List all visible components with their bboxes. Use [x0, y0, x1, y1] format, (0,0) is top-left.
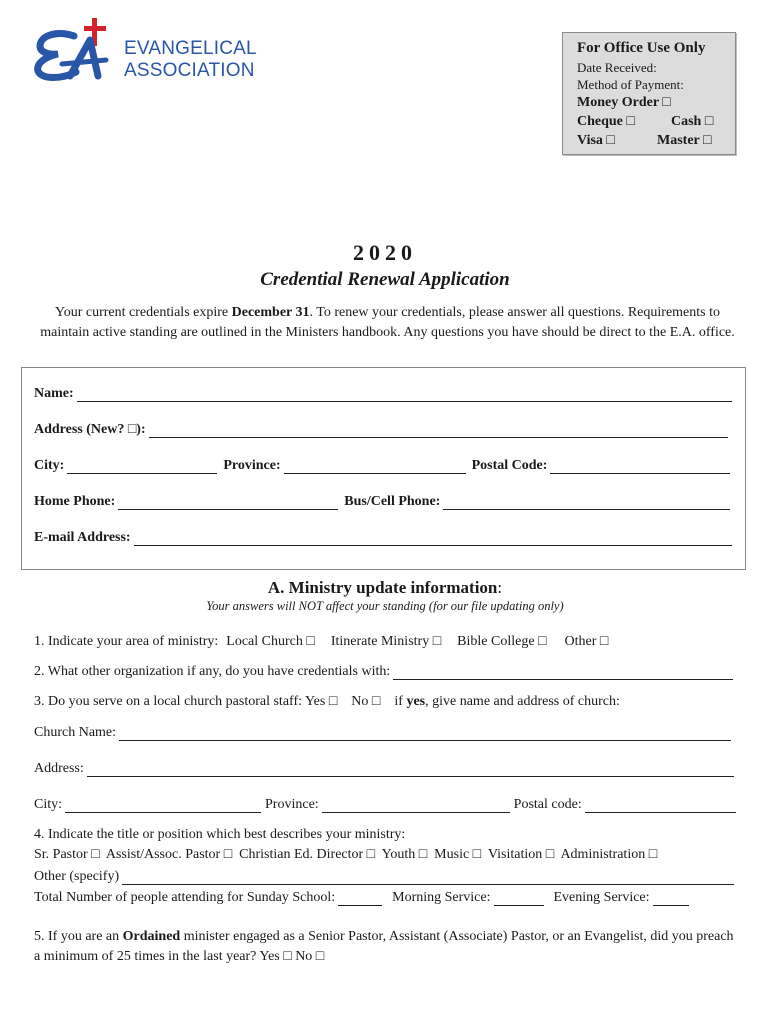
bible-college-checkbox[interactable]: Bible College □: [457, 634, 547, 649]
local-church-checkbox[interactable]: Local Church □: [226, 634, 315, 649]
q5-ordained: Ordained: [122, 929, 181, 944]
church-postal-field[interactable]: [585, 797, 736, 813]
q3-no-checkbox[interactable]: No □: [351, 694, 381, 709]
evening-service-field[interactable]: [653, 890, 689, 906]
sunday-school-field[interactable]: [338, 890, 382, 906]
payment-method-label: Method of Payment:: [577, 77, 684, 92]
q2-label: 2. What other organization if any, do you have credentials with:: [34, 664, 391, 679]
city-label: City:: [34, 458, 65, 473]
email-label: E-mail Address:: [34, 530, 131, 545]
morning-service-field[interactable]: [494, 890, 544, 906]
office-title: For Office Use Only: [577, 40, 706, 56]
address-field[interactable]: [149, 422, 728, 438]
form-year: 2020: [353, 240, 417, 265]
church-name-row: [34, 725, 731, 741]
church-province-label: Province:: [265, 797, 319, 812]
q5-paragraph: [34, 927, 739, 967]
church-address-row: [34, 761, 734, 777]
other-credentials-field[interactable]: [393, 664, 733, 680]
church-name-field[interactable]: [119, 725, 731, 741]
section-a-colon: :: [497, 578, 503, 597]
church-address-field[interactable]: [87, 761, 734, 777]
contact-info-box: [21, 367, 746, 570]
visa-checkbox[interactable]: Visa □: [577, 133, 615, 148]
section-a-title: [0, 578, 770, 598]
cheque-checkbox[interactable]: Cheque □: [577, 114, 635, 129]
itinerate-ministry-checkbox[interactable]: Itinerate Ministry □: [330, 634, 442, 649]
intro-text-end: . To renew your credentials, please answer all questions. Requirements to maintain active standing are outlined in the Ministers handbook. Any questions you have should be direct to the E.A. office.: [40, 305, 735, 340]
q3-yes-bold: yes: [406, 694, 426, 709]
form-title: Credential Renewal Application: [260, 269, 510, 290]
name-field[interactable]: [77, 386, 732, 402]
q5-text-end[interactable]: minister engaged as a Senior Pastor, Assistant (Associate) Pastor, or an Evangelist, did you preach a minimum of 25 times in the last year? Yes □ No □: [34, 929, 734, 964]
intro-paragraph: [40, 303, 735, 343]
section-a-heading: A. Ministry update information: [267, 578, 498, 597]
church-city-row: [34, 797, 736, 813]
name-label: Name:: [34, 386, 74, 401]
q3-if-yes-text: [394, 694, 620, 710]
morning-service-label: Morning Service:: [392, 890, 491, 905]
q5-text-start: 5. If you are an: [34, 929, 123, 944]
home-phone-field[interactable]: [118, 494, 338, 510]
q4-other-row: [34, 869, 734, 885]
bus-phone-label: Bus/Cell Phone:: [344, 494, 441, 509]
address-label: Address (New? □):: [34, 422, 146, 437]
section-a-subtitle: Your answers will NOT affect your standing (for our file updating only): [206, 599, 564, 613]
province-field[interactable]: [284, 458, 466, 474]
expiry-date: December 31: [231, 305, 310, 320]
home-phone-label: Home Phone:: [34, 494, 116, 509]
city-field[interactable]: [67, 458, 217, 474]
sunday-school-label: Total Number of people attending for Sunday School:: [34, 890, 336, 905]
q2-row: [34, 664, 733, 680]
cash-checkbox[interactable]: Cash □: [671, 114, 714, 129]
q1-row: [34, 634, 608, 650]
name-row: [34, 386, 732, 402]
q3-if-text: if: [394, 694, 407, 709]
master-checkbox[interactable]: Master □: [657, 133, 712, 148]
email-field[interactable]: [134, 530, 732, 546]
postal-code-label: Postal Code:: [471, 458, 548, 473]
other-specify-field[interactable]: [122, 869, 734, 885]
church-postal-label: Postal code:: [513, 797, 582, 812]
phone-row: [34, 494, 730, 510]
evening-service-label: Evening Service:: [553, 890, 650, 905]
postal-code-field[interactable]: [550, 458, 730, 474]
office-use-box: [562, 32, 736, 155]
email-row: [34, 530, 732, 546]
church-city-label: City:: [34, 797, 63, 812]
church-province-field[interactable]: [322, 797, 510, 813]
q1-label: 1. Indicate your area of ministry:: [34, 634, 219, 649]
church-name-label: Church Name:: [34, 725, 117, 740]
city-row: [34, 458, 730, 474]
other-ministry-checkbox[interactable]: Other □: [564, 634, 609, 649]
logo-line-2: ASSOCIATION: [124, 60, 255, 81]
q4-options[interactable]: Sr. Pastor □ Assist/Assoc. Pastor □ Christian Ed. Director □ Youth □ Music □ Visitation □ Administration □: [34, 847, 658, 862]
attendance-row: [34, 890, 689, 906]
logo-line-1: EVANGELICAL: [124, 38, 257, 59]
q3-yes-checkbox[interactable]: 3. Do you serve on a local church pastoral staff: Yes □: [34, 694, 338, 709]
address-row: [34, 422, 728, 438]
ea-monogram-icon: [34, 14, 126, 84]
q3-instructions: , give name and address of church:: [425, 694, 620, 709]
church-address-label: Address:: [34, 761, 84, 776]
money-order-checkbox[interactable]: Money Order □: [577, 95, 671, 110]
province-label: Province:: [223, 458, 281, 473]
date-received-label: Date Received:: [577, 60, 657, 75]
church-city-field[interactable]: [65, 797, 261, 813]
ea-logo: [34, 14, 274, 90]
q3-row: [34, 694, 620, 710]
other-specify-label: Other (specify): [34, 869, 120, 884]
q4-label: 4. Indicate the title or position which best describes your ministry:: [34, 827, 406, 842]
bus-phone-field[interactable]: [443, 494, 730, 510]
q4-row: [34, 827, 405, 843]
intro-text-start: Your current credentials expire: [55, 305, 232, 320]
